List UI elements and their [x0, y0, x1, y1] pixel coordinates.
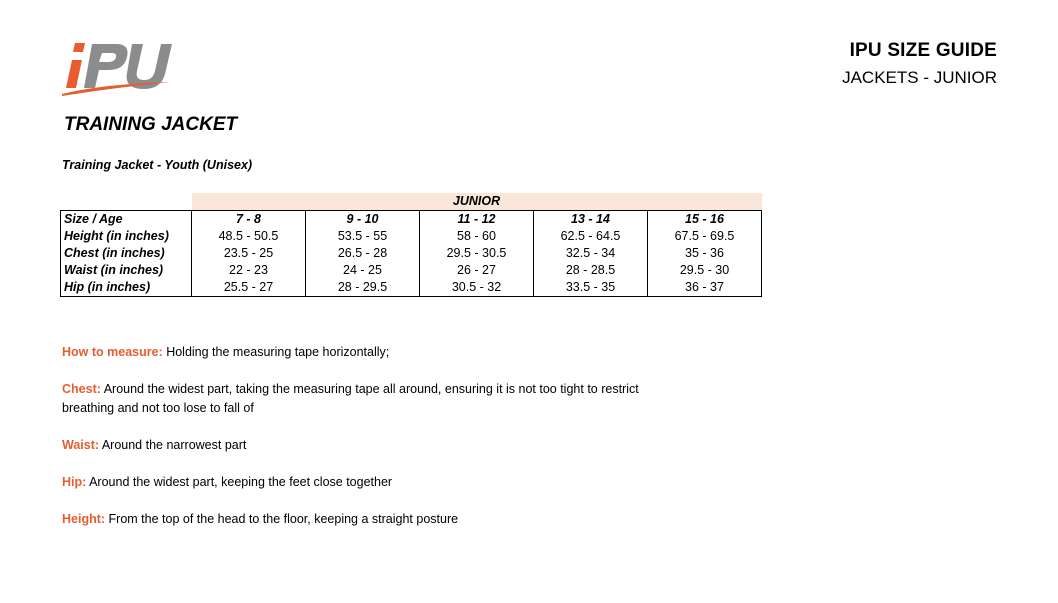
logo-text: iPU [62, 38, 64, 39]
instruction-text: Holding the measuring tape horizontally; [162, 345, 390, 359]
instruction-key: Waist: [62, 438, 100, 452]
instruction-how-to-measure [62, 343, 662, 362]
size-header: 15 - 16 [648, 211, 762, 229]
instruction-chest [62, 380, 662, 418]
instruction-text: Around the widest part, keeping the feet close together [86, 475, 393, 489]
table-cell: 48.5 - 50.5 [192, 228, 306, 245]
doc-title: TRAINING JACKET [64, 114, 238, 135]
size-table [60, 193, 762, 297]
instruction-key: Chest: [62, 382, 101, 396]
measuring-instructions [62, 343, 662, 547]
table-cell: 26 - 27 [420, 262, 534, 279]
guide-subtitle: JACKETS - JUNIOR [842, 68, 997, 87]
instruction-text: Around the widest part, taking the measuring tape all around, ensuring it is not too tight to restrict breathing and not too lose to fall of [62, 382, 639, 415]
table-cell: 26.5 - 28 [306, 245, 420, 262]
table-cell: 62.5 - 64.5 [534, 228, 648, 245]
ipu-logo [62, 38, 174, 96]
row-label: Height (in inches) [61, 228, 192, 245]
table-cell: 33.5 - 35 [534, 279, 648, 297]
table-header-row [61, 211, 762, 229]
instruction-key: Hip: [62, 475, 87, 489]
table-row [61, 228, 762, 245]
table-cell: 29.5 - 30 [648, 262, 762, 279]
row-label: Hip (in inches) [61, 279, 192, 297]
instruction-hip [62, 473, 662, 492]
row-label: Waist (in inches) [61, 262, 192, 279]
table-cell: 22 - 23 [192, 262, 306, 279]
table-cell: 28 - 28.5 [534, 262, 648, 279]
row-label: Chest (in inches) [61, 245, 192, 262]
table-cell: 35 - 36 [648, 245, 762, 262]
group-label: JUNIOR [192, 193, 762, 211]
doc-subtitle: Training Jacket - Youth (Unisex) [62, 158, 253, 172]
table-cell: 25.5 - 27 [192, 279, 306, 297]
table-cell: 24 - 25 [306, 262, 420, 279]
size-header: 7 - 8 [192, 211, 306, 229]
instruction-key: Height: [62, 512, 106, 526]
table-cell: 29.5 - 30.5 [420, 245, 534, 262]
instruction-waist [62, 436, 662, 455]
table-cell: 28 - 29.5 [306, 279, 420, 297]
table-cell: 67.5 - 69.5 [648, 228, 762, 245]
table-row [61, 279, 762, 297]
instruction-text: Around the narrowest part [99, 438, 247, 452]
table-cell: 36 - 37 [648, 279, 762, 297]
table-cell: 58 - 60 [420, 228, 534, 245]
table-row [61, 245, 762, 262]
size-header: 11 - 12 [420, 211, 534, 229]
instruction-height [62, 510, 662, 529]
table-cell: 23.5 - 25 [192, 245, 306, 262]
size-header: 9 - 10 [306, 211, 420, 229]
table-cell: 53.5 - 55 [306, 228, 420, 245]
table-group-row [61, 193, 762, 211]
header-label: Size / Age [61, 211, 192, 229]
instruction-text: From the top of the head to the floor, keeping a straight posture [105, 512, 459, 526]
table-cell: 32.5 - 34 [534, 245, 648, 262]
table-cell: 30.5 - 32 [420, 279, 534, 297]
size-header: 13 - 14 [534, 211, 648, 229]
table-row [61, 262, 762, 279]
guide-title: IPU SIZE GUIDE [849, 40, 997, 61]
instruction-key: How to measure: [62, 345, 163, 359]
